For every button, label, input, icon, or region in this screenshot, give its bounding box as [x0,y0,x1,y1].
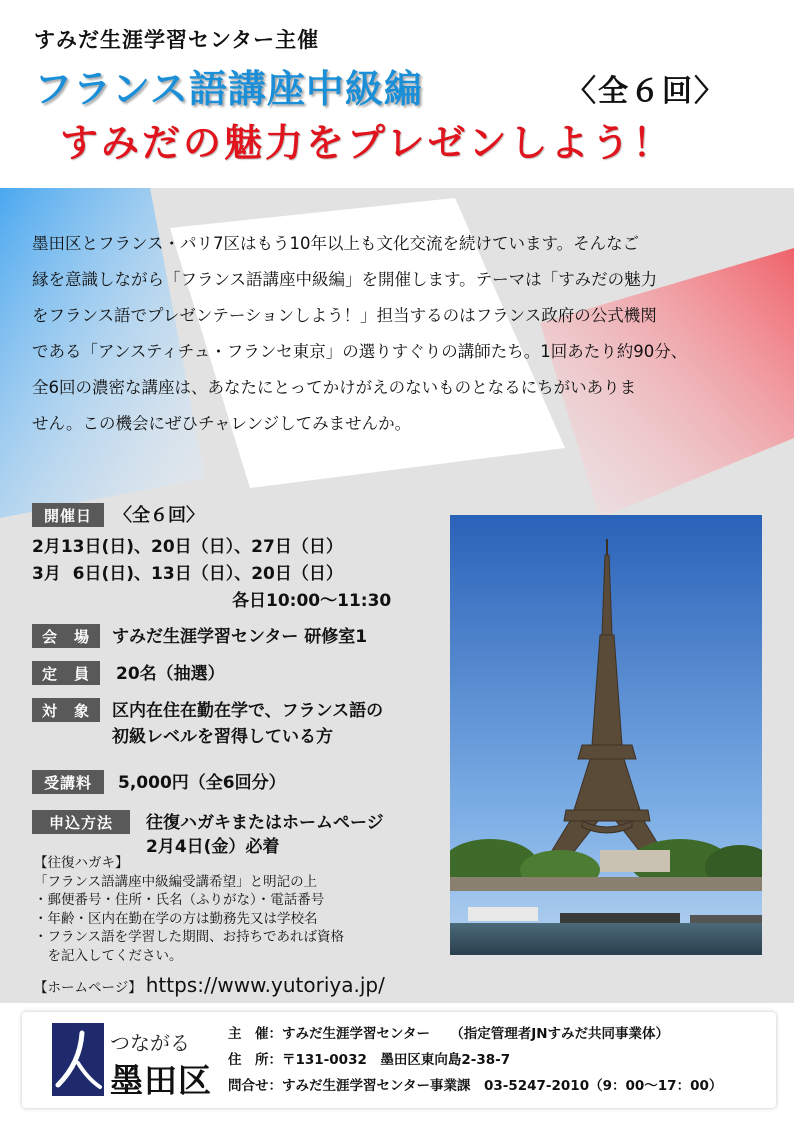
dates-count: 〈全６回〉 [114,505,204,526]
intro-line: をフランス語でプレゼンテーションしよう！」担当するのはフランス政府の公式機関 [32,306,657,325]
target-line1: 区内在住在勤在学で、フランス語の [112,701,384,721]
logo-tagline: つながる [110,1031,190,1055]
logo-name: 墨田区 [110,1061,212,1100]
homepage-label: 【ホームページ】 [34,980,142,996]
eiffel-tower-photo [450,515,762,955]
intro-text [32,226,762,442]
note-line: 「フランス語講座中級編受講希望」と明記の上 [34,873,318,890]
sumida-logo [52,1023,214,1100]
footer-host: 主 催：すみだ生涯学習センター （指定管理者JNすみだ共同事業体） [228,1026,670,1042]
target-line2: 初級レベルを習得している方 [112,727,333,747]
fee-value: 5,000円（全6回分） [118,773,286,793]
intro-line: 縁を意識しながら「フランス語講座中級編」を開催します。テーマは「すみだの魅力 [32,270,658,289]
footer-box [22,1012,776,1108]
session-count: 〈全６回〉 [566,74,726,109]
intro-line: である「アンスティチュ・フランセ東京」の選りすぐりの講師たち。1回あたり約90分、 [32,342,688,361]
note-line: ・年齢・区内在勤在学の方は勤務先又は学校名 [34,910,318,927]
note-line: ・郵便番号・住所・氏名（ふりがな）・電話番号 [34,892,325,908]
note-line: ・フランス語を学習した期間、お持ちであれば資格 [34,929,344,945]
venue-label: 会 場 [32,624,100,648]
footer-contact: 問合せ：すみだ生涯学習センター事業課 03-5247-2010（9：00～17：00） [228,1078,723,1094]
intro-line: 全6回の濃密な講座は、あなたにとってかけがえのないものとなるにちがいありま [32,378,637,397]
logo-mark-icon [52,1023,104,1096]
apply-label: 申込方法 [32,810,130,834]
capacity-value: 20名（抽選） [116,664,225,684]
organizer: すみだ生涯学習センター主催 [34,28,320,52]
application-notes [34,854,344,965]
apply-line1: 往復ハガキまたはホームページ [146,813,384,833]
homepage-link[interactable]: https://www.yutoriya.jp/ [145,973,385,997]
note-line: を記入してください。 [34,947,183,964]
intro-line: 墨田区とフランス・パリ7区はもう10年以上も文化交流を続けています。そんなご [32,234,640,253]
dates-time: 各日10:00～11:30 [232,591,392,611]
footer-address: 住 所：〒131-0032 墨田区東向島2-38-7 [228,1052,511,1068]
homepage-row [34,973,385,997]
course-subtitle: すみだの魅力をプレゼンしよう！ [60,121,674,165]
dates-label: 開催日 [32,503,104,527]
apply-line2: 2月4日(金）必着 [146,837,280,857]
note-line: 【往復ハガキ】 [34,855,129,871]
dates-line1: 2月13日(日)、20日（日）、27日（日） [32,537,343,557]
dates-line2: 3月 6日(日)、13日（日）、20日（日） [32,564,343,584]
capacity-label: 定 員 [32,661,100,685]
venue-value: すみだ生涯学習センター 研修室1 [112,627,368,647]
fee-label: 受講料 [32,770,104,794]
intro-line: せん。この機会にぜひチャレンジしてみませんか。 [32,414,412,433]
course-title: フランス語講座中級編 [34,67,423,111]
target-label: 対 象 [32,698,100,722]
